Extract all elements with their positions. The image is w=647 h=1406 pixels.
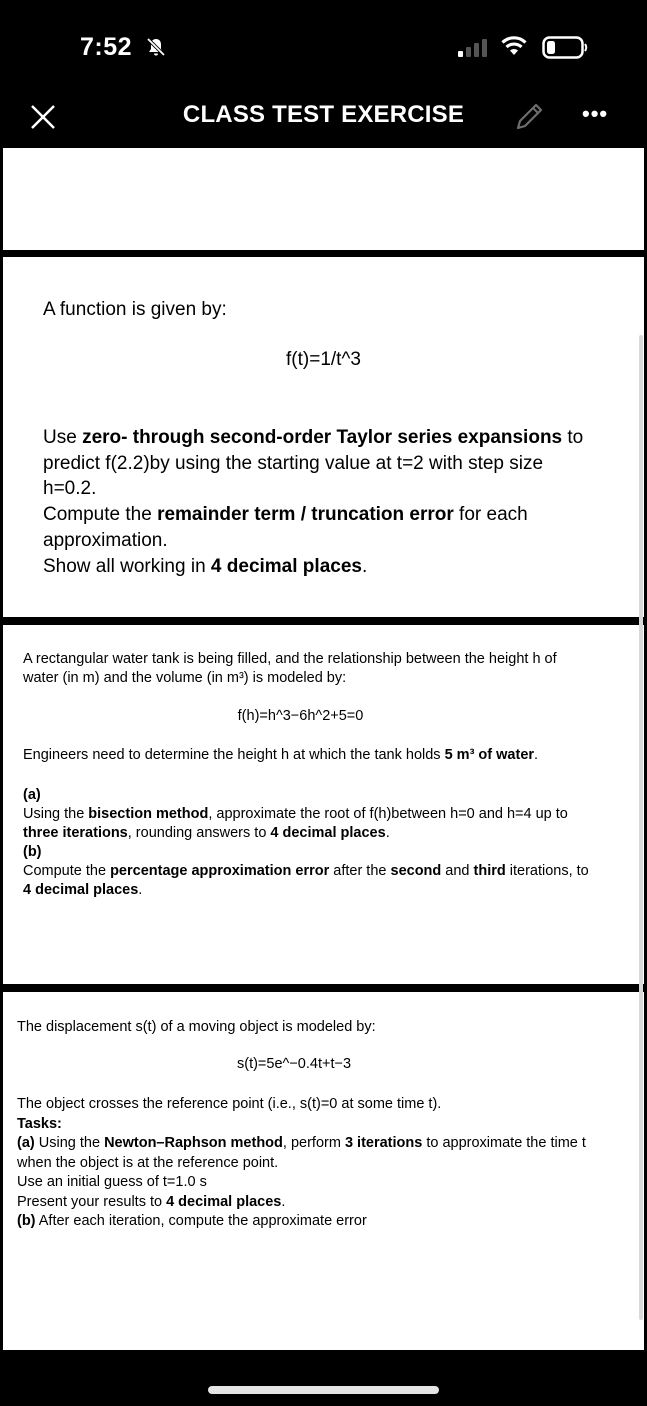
q2-intro: A rectangular water tank is being filled, and the relationship between the height h of water (in m) and the volume (in m³) is modeled by:	[23, 651, 557, 686]
more-options-button[interactable]: •••	[582, 101, 609, 126]
document-page-question-2	[3, 625, 644, 984]
document-page-question-1	[3, 257, 644, 617]
document-page-question-3	[3, 992, 644, 1350]
edit-pencil-icon[interactable]	[512, 100, 546, 134]
page-title: CLASS TEST EXERCISE	[182, 101, 465, 128]
home-indicator[interactable]	[208, 1386, 439, 1394]
q2-parts: (a) Using the bisection method, approximate the root of f(h)between h=0 and h=4 up to three iterations, rounding answers to 4 decimal places. (b) Compute the percentage approximation error after the second and third iterations, to 4 decimal places.	[23, 787, 589, 898]
document-page-blank	[3, 148, 644, 250]
q3-intro: The displacement s(t) of a moving object is modeled by:	[17, 1019, 376, 1035]
bell-muted-icon	[146, 37, 166, 57]
status-bar	[0, 0, 647, 90]
q1-task: Use zero- through second-order Taylor series expansions to predict f(2.2)by using the starting value at t=2 with step size h=0.2. Compute the remainder term / truncation error for each approximation. Show all working in 4 decimal places.	[43, 427, 584, 577]
status-time: 7:52	[80, 33, 133, 61]
scrollbar[interactable]	[639, 335, 643, 1320]
q1-formula: f(t)=1/t^3	[286, 349, 361, 370]
signal-icon	[458, 38, 491, 58]
q3-formula: s(t)=5e^−0.4t+t−3	[236, 1056, 352, 1072]
wifi-icon	[500, 35, 528, 57]
q2-requirement: Engineers need to determine the height h at which the tank holds 5 m³ of water.	[23, 747, 539, 763]
battery-icon	[542, 36, 588, 60]
q1-intro: A function is given by:	[43, 299, 227, 320]
q2-formula: f(h)=h^3−6h^2+5=0	[237, 708, 364, 724]
q3-body: The object crosses the reference point (i.e., s(t)=0 at some time t). Tasks: (a) Using the Newton–Raphson method, perform 3 iterations to approximate the time t when the object is at the reference point. Use an initial guess of t=1.0 s Present your results to 4 decimal places. (b) After each iteration, compute the approximate error	[17, 1096, 586, 1229]
